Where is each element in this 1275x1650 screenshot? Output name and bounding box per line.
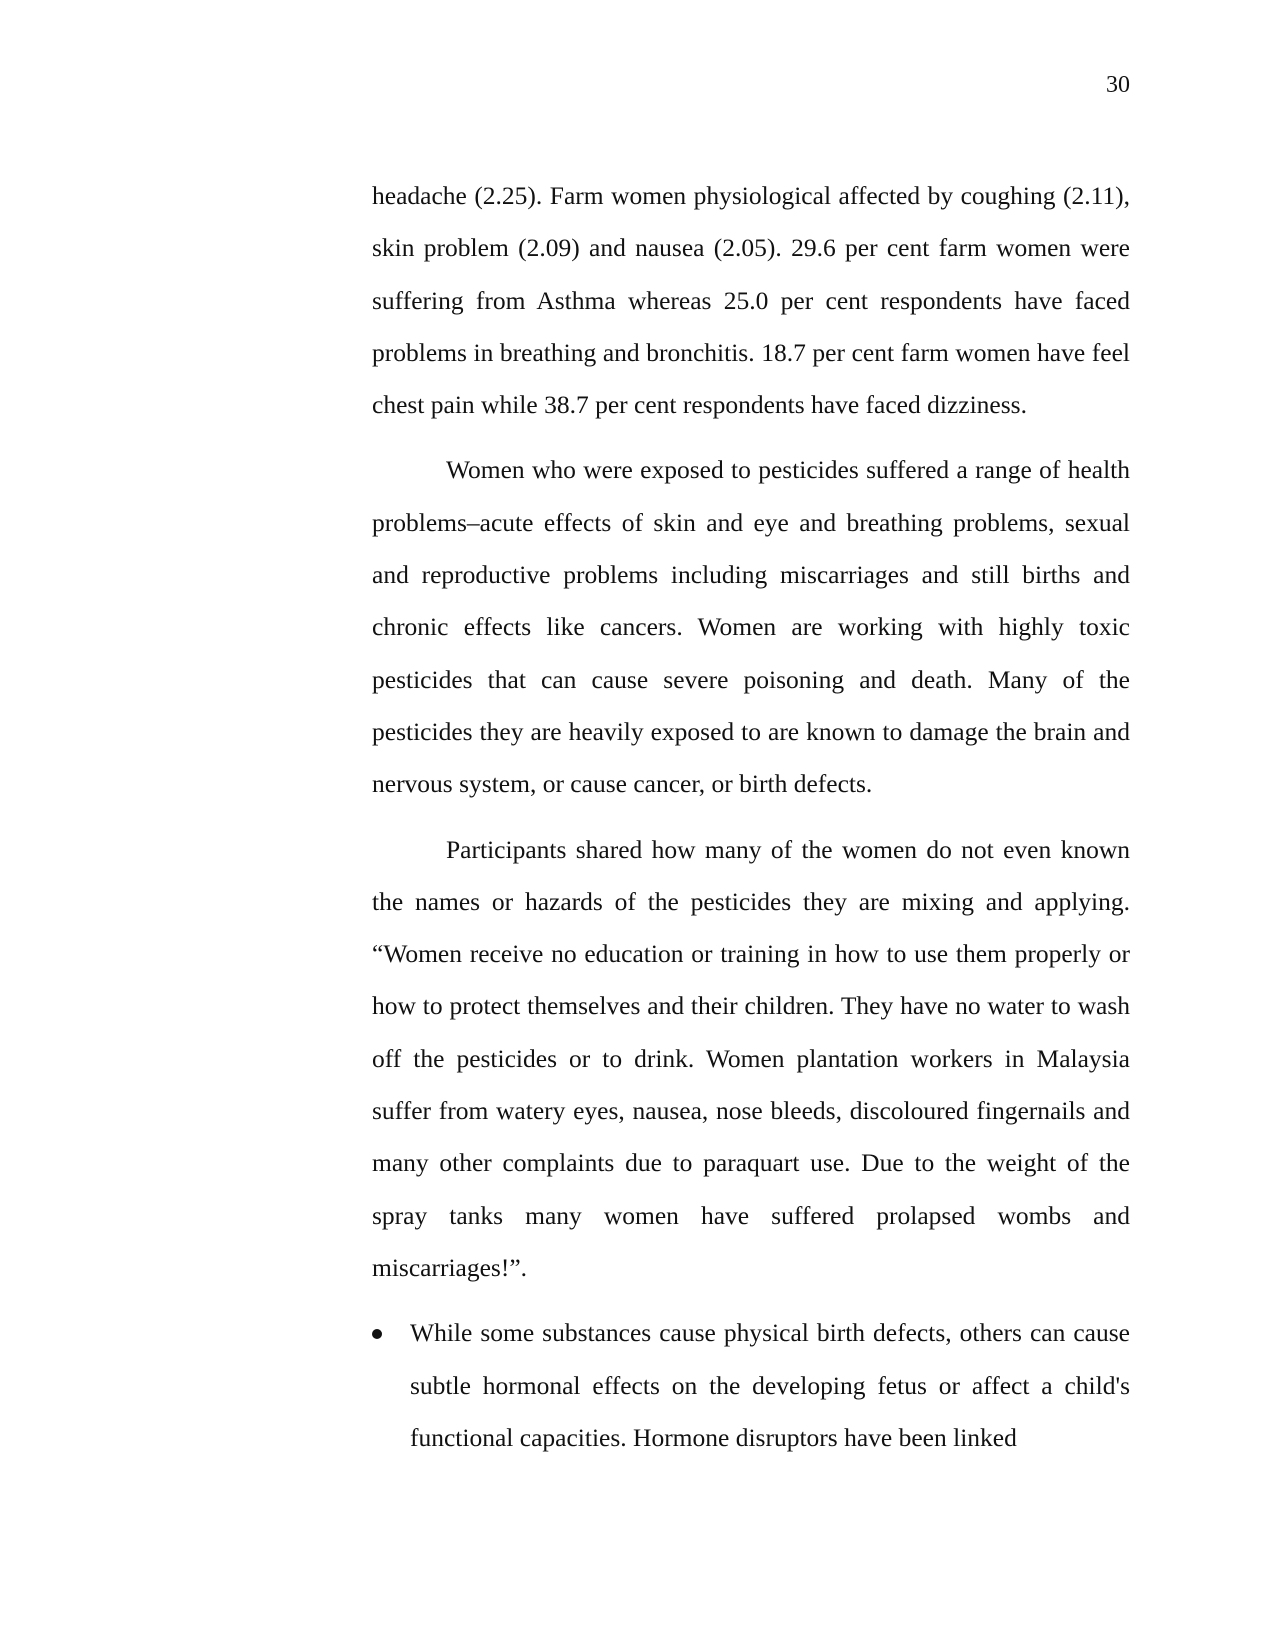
list-item (372, 1307, 1130, 1464)
page-number: 30 (1106, 72, 1130, 98)
body-text (372, 170, 1130, 1464)
bullet-icon (372, 1329, 382, 1339)
bullet-list (372, 1307, 1130, 1464)
paragraph-participants-quote: Participants shared how many of the women do not even known the names or hazards of the pesticides they are mixing and applying. “Women receive no education or training in how to use them properly or how to protect themselves and their children. They have no water to wash off the pesticides or to drink. Women plantation workers in Malaysia suffer from watery eyes, nausea, nose bleeds, discoloured fingernails and many other complaints due to paraquart use. Due to the weight of the spray tanks many women have suffered prolapsed wombs and miscarriages!”. (372, 834, 1130, 1282)
bullet-text: While some substances cause physical birth defects, others can cause subtle hormonal effects on the developing fetus or affect a child's functional capacities. Hormone disruptors have been linked (410, 1318, 1130, 1452)
paragraph-pesticide-health-effects: Women who were exposed to pesticides suffered a range of health problems–acute effects of skin and eye and breathing problems, sexual and reproductive problems including miscarriages and still births and chronic effects like cancers. Women are working with highly toxic pesticides that can cause severe poisoning and death. Many of the pesticides they are heavily exposed to are known to damage the brain and nervous system, or cause cancer, or birth defects. (372, 455, 1130, 799)
paragraph-continuation: headache (2.25). Farm women physiological affected by coughing (2.11), skin problem (2.09) and nausea (2.05). 29.6 per cent farm women were suffering from Asthma whereas 25.0 per cent respondents have faced problems in breathing and bronchitis. 18.7 per cent farm women have feel chest pain while 38.7 per cent respondents have faced dizziness. (372, 181, 1130, 420)
